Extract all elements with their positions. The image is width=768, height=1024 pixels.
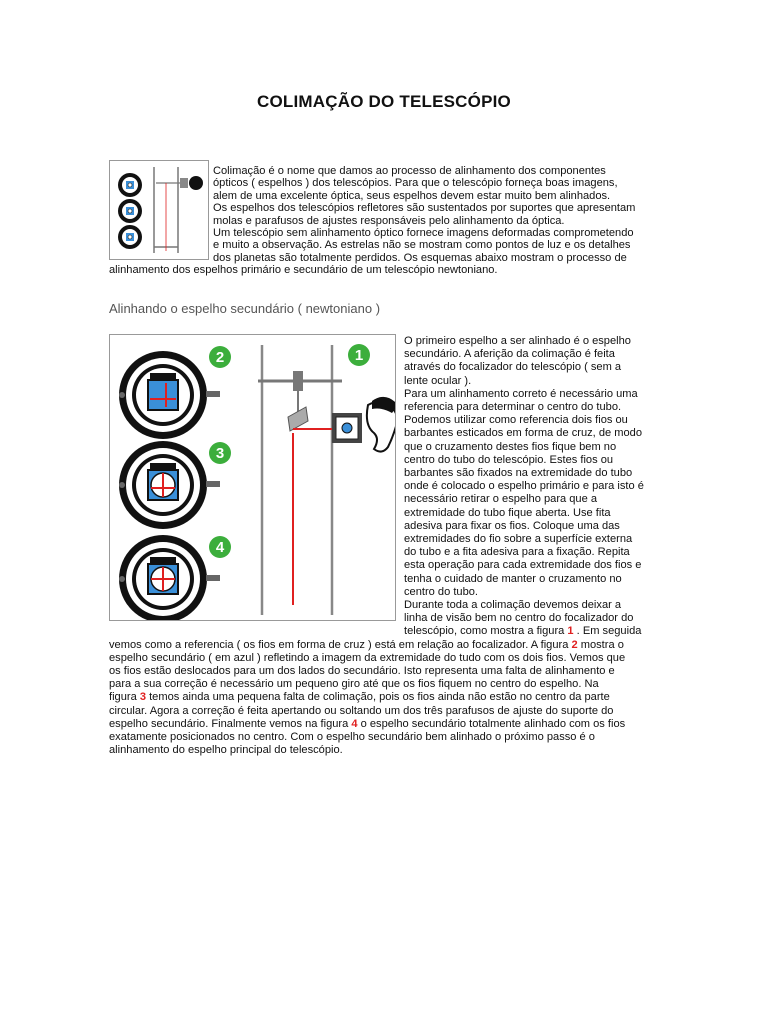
body-line: referencia para determinar o centro do tubo. (404, 401, 622, 414)
body-line: tenha o cuidado de manter o cruzamento no (404, 572, 622, 585)
body-line: adesiva para fixar os fios. Coloque uma das (404, 519, 620, 532)
body-line (109, 718, 659, 731)
body-line: O primeiro espelho a ser alinhado é o espelho (404, 335, 631, 347)
body-line: necessário retirar o espelho para que a (404, 493, 598, 506)
body-text: telescópio, como mostra a figura (404, 625, 568, 638)
body-line: secundário. A aferição da colimação é feita (404, 348, 615, 361)
body-line: exatamente posicionados no centro. Com o espelho secundário bem alinhado o próximo passo é o (109, 731, 595, 744)
body-line: centro do tubo do telescópio. Estes fios ou (404, 453, 614, 466)
intro-line: molas e parafusos de ajustes responsáveis pelo alinhamento da óptica. (213, 214, 565, 227)
body-line: extremidades do fio sobre a superfície externa (404, 533, 633, 546)
body-line (109, 691, 659, 704)
body-line: Durante toda a colimação devemos deixar a (404, 599, 622, 612)
body-line: para a sua correção é necessário um pequeno giro até que os fios fiquem no centro do espelho. Na (109, 678, 599, 691)
badge-2-label: 2 (215, 349, 225, 366)
body-line (109, 639, 659, 652)
body-line: lente ocular ). (404, 374, 472, 387)
figure-ref-4: 4 (351, 717, 358, 730)
body-line: barbantes esticados em forma de cruz, de modo (404, 427, 643, 440)
body-line: os fios estão deslocados para um dos lados do secundário. Isto representa uma falta de alinhamento e (109, 665, 615, 678)
body-text: o espelho secundário totalmente alinhado com os fios (357, 717, 626, 730)
body-line: Podemos utilizar como referencia dois fios ou (404, 414, 628, 427)
page-title: COLIMAÇÃO DO TELESCÓPIO (257, 92, 511, 111)
figure-ref-2: 2 (571, 638, 578, 651)
body-text: temos ainda uma pequena falta de colimação, pois os fios ainda não estão no centro da parte (146, 691, 610, 704)
alignment-paragraph (109, 335, 659, 758)
body-line: do tubo e a fita adesiva para a fixação. Repita (404, 546, 630, 559)
intro-paragraph (109, 165, 659, 277)
intro-line: Colimação é o nome que damos ao processo de alinhamento dos componentes (213, 165, 606, 177)
badge-3-label: 3 (215, 445, 225, 462)
body-line: barbantes são fixados na extremidade do tubo (404, 467, 633, 480)
intro-line: ópticos ( espelhos ) dos telescópios. Para que o telescópio forneça boas imagens, (213, 177, 618, 190)
badge-4-label: 4 (215, 539, 225, 556)
body-text: vemos como a referencia ( os fios em forma de cruz ) está em relação ao focalizador. A figura (109, 638, 572, 651)
intro-line: Os espelhos dos telescópios refletores são sustentados por suportes que apresentam (213, 202, 636, 215)
body-line: extremidade do tubo fique aberta. Use fita (404, 506, 611, 519)
body-line: onde é colocado o espelho primário e para isto é (404, 480, 644, 493)
body-line: que o cruzamento destes fios fique bem no (404, 440, 617, 453)
body-line (109, 625, 659, 638)
figure-ref-3: 3 (139, 691, 147, 704)
body-text: mostra o (577, 638, 624, 651)
body-line: esta operação para cada extremidade dos fios e (404, 559, 642, 572)
body-line: espelho secundário ( em azul ) refletindo a imagem da extremidade do tudo com os dois fios. Vemos que (109, 651, 626, 664)
body-line: linha de visão bem no centro do focalizador do (404, 612, 634, 625)
body-text: . Em seguida (573, 625, 642, 638)
intro-line: alem de uma excelente óptica, seus espelhos devem estar muito bem alinhados. (213, 189, 611, 202)
intro-line: dos planetas são totalmente perdidos. Os esquemas abaixo mostram o processo de (213, 251, 627, 264)
body-line: centro do tubo. (404, 585, 479, 598)
body-text: espelho secundário. Finalmente vemos na figura (109, 717, 352, 730)
body-line: circular. Agora a correção é feita apertando ou soltando um dos três parafusos de ajuste do suporte do (109, 704, 614, 717)
body-text: figura (109, 691, 140, 704)
body-line: através do focalizador do telescópio ( sem a (404, 361, 622, 374)
section-subtitle: Alinhando o espelho secundário ( newtoniano ) (109, 301, 381, 316)
figure-ref-1: 1 (567, 625, 574, 638)
intro-line: Um telescópio sem alinhamento óptico fornece imagens deformadas comprometendo (213, 227, 634, 240)
intro-line: e muito a observação. As estrelas não se mostram como pontos de luz e os detalhes (213, 239, 631, 252)
intro-line: alinhamento dos espelhos primário e secundário de um telescópio newtoniano. (109, 264, 498, 277)
body-line: Para um alinhamento correto é necessário uma (404, 387, 638, 400)
badge-1-label: 1 (354, 347, 364, 364)
body-line: alinhamento do espelho principal do telescópio. (109, 744, 343, 757)
